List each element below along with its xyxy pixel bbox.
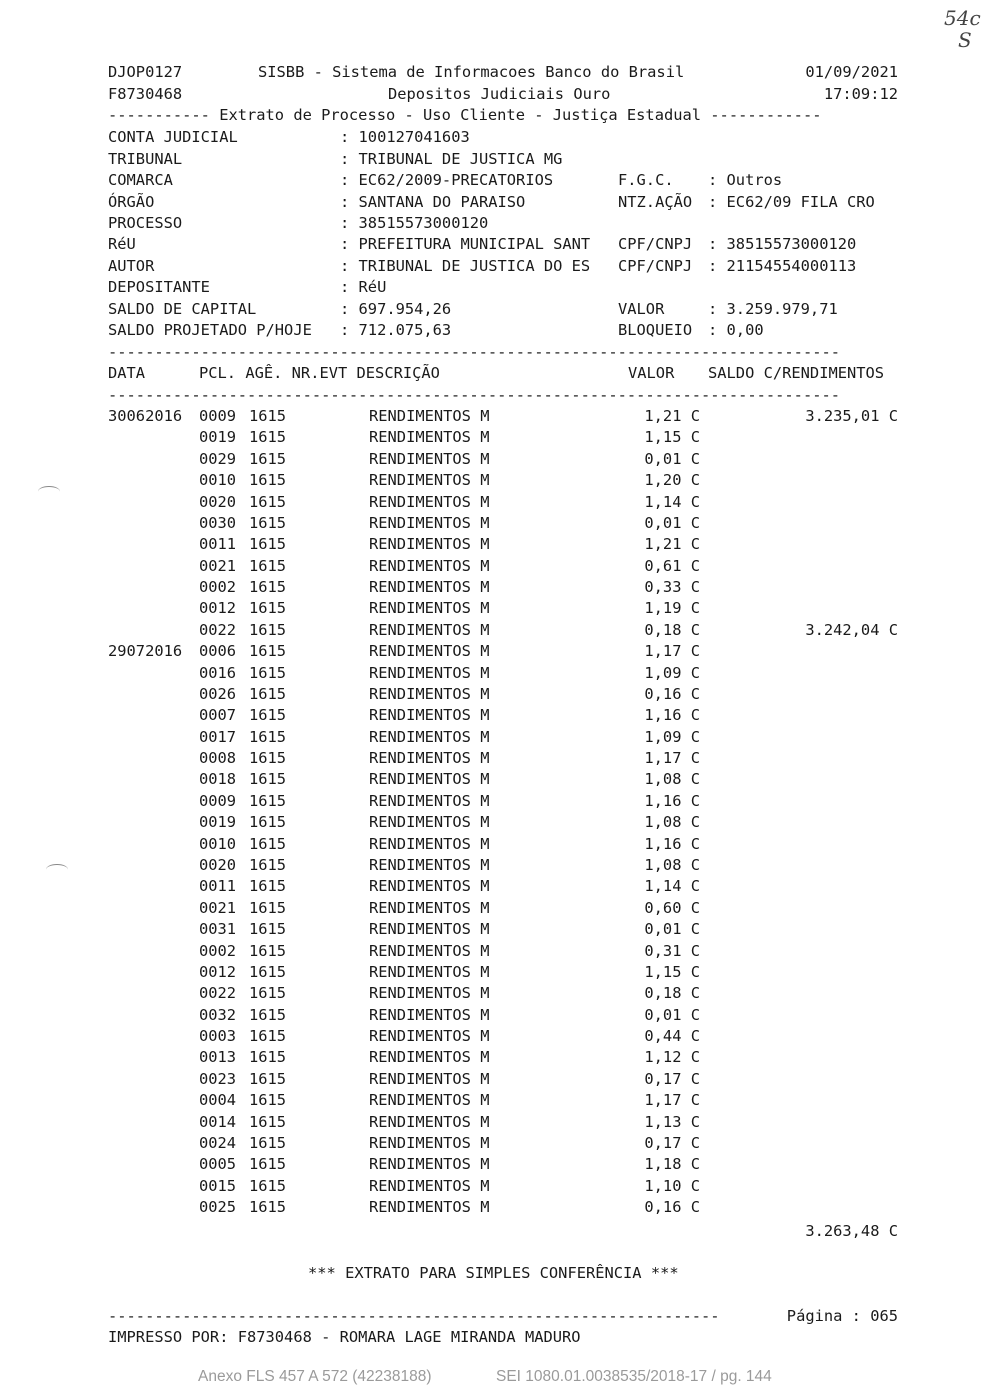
- table-row: [0, 1154, 990, 1175]
- field-label: AUTOR: [108, 257, 155, 275]
- row-description: RENDIMENTOS M: [369, 706, 490, 725]
- row-description: RENDIMENTOS M: [369, 1027, 490, 1046]
- row-description: RENDIMENTOS M: [369, 898, 490, 917]
- row-agency: 1615: [249, 1176, 287, 1195]
- row-pcl: 0011: [199, 877, 237, 896]
- table-row: [0, 641, 990, 662]
- table-row: [0, 449, 990, 470]
- separator-line: ------------------------------------------------------------------: [108, 1307, 720, 1325]
- table-row: [0, 513, 990, 534]
- table-row: [0, 492, 990, 513]
- row-agency: 1615: [249, 513, 287, 532]
- field-value: : 21154554000113: [708, 257, 857, 275]
- table-row: [0, 983, 990, 1004]
- row-pcl: 0006: [199, 642, 237, 661]
- row-pcl: 0019: [199, 428, 237, 447]
- row-agency: 1615: [249, 770, 287, 789]
- row-pcl: 0002: [199, 578, 237, 597]
- field-label: F.G.C.: [618, 171, 674, 189]
- row-description: RENDIMENTOS M: [369, 1069, 490, 1088]
- row-description: RENDIMENTOS M: [369, 620, 490, 639]
- row-agency: 1615: [249, 1005, 287, 1024]
- row-value: 1,16 C: [644, 834, 700, 853]
- row-pcl: 0015: [199, 1176, 237, 1195]
- row-description: RENDIMENTOS M: [369, 599, 490, 618]
- row-agency: 1615: [249, 428, 287, 447]
- row-description: RENDIMENTOS M: [369, 1155, 490, 1174]
- table-row: [0, 663, 990, 684]
- row-value: 1,09 C: [644, 663, 700, 682]
- table-row: [0, 1005, 990, 1026]
- row-value: 1,14 C: [644, 492, 700, 511]
- field-label: BLOQUEIO: [618, 321, 693, 339]
- table-row: [0, 876, 990, 897]
- row-description: RENDIMENTOS M: [369, 770, 490, 789]
- row-pcl: 0021: [199, 898, 237, 917]
- row-description: RENDIMENTOS M: [369, 1176, 490, 1195]
- table-row: [0, 962, 990, 983]
- row-description: RENDIMENTOS M: [369, 407, 490, 425]
- row-agency: 1615: [249, 1198, 287, 1217]
- row-agency: 1615: [249, 706, 287, 725]
- field-label: VALOR: [618, 300, 665, 318]
- table-row: [0, 684, 990, 705]
- table-row: [0, 748, 990, 769]
- row-value: 1,12 C: [644, 1048, 700, 1067]
- row-value: 1,20 C: [644, 471, 700, 490]
- row-pcl: 0030: [199, 513, 237, 532]
- table-row: [0, 812, 990, 833]
- row-description: RENDIMENTOS M: [369, 1198, 490, 1217]
- row-agency: 1615: [249, 1133, 287, 1152]
- row-pcl: 0010: [199, 471, 237, 490]
- row-agency: 1615: [249, 791, 287, 810]
- field-label: CPF/CNPJ: [618, 235, 693, 253]
- row-pcl: 0011: [199, 535, 237, 554]
- row-pcl: 0022: [199, 984, 237, 1003]
- row-balance: 3.242,04 C: [805, 620, 898, 639]
- row-pcl: 0020: [199, 855, 237, 874]
- annex-reference: Anexo FLS 457 A 572 (42238188): [198, 1368, 432, 1385]
- table-row: [0, 1112, 990, 1133]
- row-balance: 3.235,01 C: [805, 407, 898, 425]
- field-value: : EC62/2009-PRECATORIOS: [340, 171, 554, 189]
- column-header-balance: SALDO C/RENDIMENTOS: [708, 364, 885, 382]
- field-label: PROCESSO: [108, 214, 183, 232]
- row-pcl: 0016: [199, 663, 237, 682]
- table-row: [0, 598, 990, 619]
- row-agency: 1615: [249, 684, 287, 703]
- row-description: RENDIMENTOS M: [369, 578, 490, 597]
- row-agency: 1615: [249, 1091, 287, 1110]
- field-value: : 0,00: [708, 321, 764, 339]
- field-value: : TRIBUNAL DE JUSTICA DO ES: [340, 257, 591, 275]
- row-description: RENDIMENTOS M: [369, 834, 490, 853]
- row-value: 1,18 C: [644, 1155, 700, 1174]
- row-agency: 1615: [249, 877, 287, 896]
- field-value: : TRIBUNAL DE JUSTICA MG: [340, 150, 563, 168]
- field-value: : 712.075,63: [340, 321, 452, 339]
- row-pcl: 0013: [199, 1048, 237, 1067]
- row-value: 1,17 C: [644, 1091, 700, 1110]
- row-pcl: 0009: [199, 791, 237, 810]
- separator-line: -------------------------------------------------------------------------------: [108, 343, 841, 361]
- row-agency: 1615: [249, 984, 287, 1003]
- row-value: 1,09 C: [644, 727, 700, 746]
- table-row: [0, 919, 990, 940]
- table-row: [0, 705, 990, 726]
- row-date: 30062016: [108, 407, 183, 425]
- field-value: : RéU: [340, 278, 387, 296]
- column-header-date: DATA: [108, 364, 146, 382]
- field-label: ÓRGÃO: [108, 193, 155, 211]
- row-value: 0,60 C: [644, 898, 700, 917]
- row-value: 0,17 C: [644, 1069, 700, 1088]
- row-description: RENDIMENTOS M: [369, 791, 490, 810]
- field-label: SALDO DE CAPITAL: [108, 300, 257, 318]
- row-agency: 1615: [249, 962, 287, 981]
- row-value: 1,16 C: [644, 791, 700, 810]
- row-value: 1,08 C: [644, 855, 700, 874]
- row-description: RENDIMENTOS M: [369, 535, 490, 554]
- row-pcl: 0005: [199, 1155, 237, 1174]
- row-value: 1,14 C: [644, 877, 700, 896]
- field-value: : 100127041603: [340, 128, 470, 146]
- field-label: DEPOSITANTE: [108, 278, 210, 296]
- row-pcl: 0022: [199, 620, 237, 639]
- field-value: : 3.259.979,71: [708, 300, 838, 318]
- table-row: [0, 1069, 990, 1090]
- row-agency: 1615: [249, 556, 287, 575]
- row-pcl: 0004: [199, 1091, 237, 1110]
- row-pcl: 0002: [199, 941, 237, 960]
- row-value: 0,17 C: [644, 1133, 700, 1152]
- row-description: RENDIMENTOS M: [369, 449, 490, 468]
- field-label: COMARCA: [108, 171, 173, 189]
- row-pcl: 0019: [199, 813, 237, 832]
- row-agency: 1615: [249, 834, 287, 853]
- table-row: [0, 1197, 990, 1218]
- row-description: RENDIMENTOS M: [369, 984, 490, 1003]
- field-value: : 38515573000120: [708, 235, 857, 253]
- row-value: 0,16 C: [644, 684, 700, 703]
- printed-by: IMPRESSO POR: F8730468 - ROMARA LAGE MIRANDA MADURO: [108, 1328, 581, 1346]
- row-agency: 1615: [249, 898, 287, 917]
- row-agency: 1615: [249, 855, 287, 874]
- row-agency: 1615: [249, 1048, 287, 1067]
- row-agency: 1615: [249, 941, 287, 960]
- table-row: [0, 898, 990, 919]
- row-value: 0,31 C: [644, 941, 700, 960]
- field-label: CONTA JUDICIAL: [108, 128, 238, 146]
- row-pcl: 0009: [199, 407, 237, 425]
- row-value: 0,01 C: [644, 920, 700, 939]
- row-value: 1,17 C: [644, 642, 700, 661]
- row-agency: 1615: [249, 578, 287, 597]
- separator-line: -------------------------------------------------------------------------------: [108, 386, 841, 404]
- row-value: 1,16 C: [644, 706, 700, 725]
- table-row: [0, 834, 990, 855]
- row-value: 0,18 C: [644, 984, 700, 1003]
- row-pcl: 0012: [199, 962, 237, 981]
- table-row: [0, 1026, 990, 1047]
- field-label: SALDO PROJETADO P/HOJE: [108, 321, 312, 339]
- row-agency: 1615: [249, 471, 287, 490]
- row-pcl: 0029: [199, 449, 237, 468]
- row-value: 1,21 C: [644, 535, 700, 554]
- row-pcl: 0032: [199, 1005, 237, 1024]
- row-agency: 1615: [249, 1027, 287, 1046]
- table-row: [0, 470, 990, 491]
- row-agency: 1615: [249, 642, 287, 661]
- row-description: RENDIMENTOS M: [369, 428, 490, 447]
- row-value: 1,15 C: [644, 962, 700, 981]
- table-row: [0, 556, 990, 577]
- field-value: : 697.954,26: [340, 300, 452, 318]
- print-date: 01/09/2021: [805, 63, 898, 81]
- row-value: 0,61 C: [644, 556, 700, 575]
- row-agency: 1615: [249, 620, 287, 639]
- row-pcl: 0026: [199, 684, 237, 703]
- row-pcl: 0031: [199, 920, 237, 939]
- row-description: RENDIMENTOS M: [369, 749, 490, 768]
- table-row: [0, 941, 990, 962]
- row-agency: 1615: [249, 727, 287, 746]
- field-label: RéU: [108, 235, 136, 253]
- row-pcl: 0024: [199, 1133, 237, 1152]
- handwritten-annotation-top: 54c: [944, 6, 981, 30]
- table-row: [0, 1090, 990, 1111]
- row-agency: 1615: [249, 663, 287, 682]
- row-description: RENDIMENTOS M: [369, 727, 490, 746]
- row-description: RENDIMENTOS M: [369, 1133, 490, 1152]
- row-value: 0,01 C: [644, 1005, 700, 1024]
- document-subtitle: Depositos Judiciais Ouro: [388, 85, 611, 103]
- row-description: RENDIMENTOS M: [369, 492, 490, 511]
- row-agency: 1615: [249, 492, 287, 511]
- row-pcl: 0021: [199, 556, 237, 575]
- row-description: RENDIMENTOS M: [369, 962, 490, 981]
- row-value: 1,10 C: [644, 1176, 700, 1195]
- table-row: [0, 620, 990, 641]
- field-label: TRIBUNAL: [108, 150, 183, 168]
- column-header-value: VALOR: [628, 364, 675, 382]
- page-number: Página : 065: [786, 1307, 898, 1325]
- notice-text: *** EXTRATO PARA SIMPLES CONFERÊNCIA ***: [308, 1264, 679, 1282]
- row-value: 1,21 C: [644, 407, 700, 425]
- final-balance: 3.263,48 C: [805, 1222, 898, 1240]
- row-value: 0,01 C: [644, 513, 700, 532]
- field-value: : 38515573000120: [340, 214, 489, 232]
- field-value: : PREFEITURA MUNICIPAL SANT: [340, 235, 591, 253]
- row-description: RENDIMENTOS M: [369, 941, 490, 960]
- row-description: RENDIMENTOS M: [369, 684, 490, 703]
- user-code: F8730468: [108, 85, 183, 103]
- table-row: [0, 1176, 990, 1197]
- row-pcl: 0008: [199, 749, 237, 768]
- row-value: 0,16 C: [644, 1198, 700, 1217]
- row-pcl: 0020: [199, 492, 237, 511]
- row-pcl: 0023: [199, 1069, 237, 1088]
- row-agency: 1615: [249, 1112, 287, 1131]
- row-value: 0,33 C: [644, 578, 700, 597]
- row-pcl: 0007: [199, 706, 237, 725]
- row-agency: 1615: [249, 920, 287, 939]
- field-value: : EC62/09 FILA CRO: [708, 193, 875, 211]
- row-pcl: 0014: [199, 1112, 237, 1131]
- row-agency: 1615: [249, 1155, 287, 1174]
- row-pcl: 0017: [199, 727, 237, 746]
- field-label: CPF/CNPJ: [618, 257, 693, 275]
- table-row: [0, 769, 990, 790]
- row-description: RENDIMENTOS M: [369, 642, 490, 661]
- table-row: [0, 427, 990, 448]
- row-pcl: 0010: [199, 834, 237, 853]
- table-row: [0, 577, 990, 598]
- table-row: [0, 727, 990, 748]
- row-description: RENDIMENTOS M: [369, 1112, 490, 1131]
- table-row: [0, 406, 990, 427]
- row-agency: 1615: [249, 1069, 287, 1088]
- row-description: RENDIMENTOS M: [369, 513, 490, 532]
- row-description: RENDIMENTOS M: [369, 920, 490, 939]
- row-description: RENDIMENTOS M: [369, 1048, 490, 1067]
- sei-reference: SEI 1080.01.0038535/2018-17 / pg. 144: [496, 1368, 772, 1385]
- row-agency: 1615: [249, 749, 287, 768]
- column-header-description: PCL. AGÊ. NR.EVT DESCRIÇÃO: [199, 364, 440, 382]
- print-time: 17:09:12: [823, 85, 898, 103]
- field-value: : Outros: [708, 171, 783, 189]
- row-agency: 1615: [249, 449, 287, 468]
- system-name: SISBB - Sistema de Informacoes Banco do Brasil: [258, 63, 685, 81]
- row-value: 1,13 C: [644, 1112, 700, 1131]
- row-value: 0,44 C: [644, 1027, 700, 1046]
- row-description: RENDIMENTOS M: [369, 556, 490, 575]
- document-title: ----------- Extrato de Processo - Uso Cliente - Justiça Estadual ------------: [108, 106, 822, 124]
- row-pcl: 0012: [199, 599, 237, 618]
- row-description: RENDIMENTOS M: [369, 877, 490, 896]
- row-pcl: 0003: [199, 1027, 237, 1046]
- table-row: [0, 791, 990, 812]
- row-agency: 1615: [249, 407, 287, 425]
- handwritten-annotation-bottom: S: [958, 28, 972, 52]
- row-agency: 1615: [249, 535, 287, 554]
- field-label: NTZ.AÇÃO: [618, 193, 693, 211]
- field-value: : SANTANA DO PARAISO: [340, 193, 526, 211]
- row-agency: 1615: [249, 599, 287, 618]
- row-pcl: 0018: [199, 770, 237, 789]
- row-description: RENDIMENTOS M: [369, 1005, 490, 1024]
- row-value: 0,01 C: [644, 449, 700, 468]
- row-description: RENDIMENTOS M: [369, 855, 490, 874]
- row-value: 1,08 C: [644, 770, 700, 789]
- row-description: RENDIMENTOS M: [369, 471, 490, 490]
- row-pcl: 0025: [199, 1198, 237, 1217]
- row-description: RENDIMENTOS M: [369, 1091, 490, 1110]
- row-value: 0,18 C: [644, 620, 700, 639]
- table-row: [0, 534, 990, 555]
- row-value: 1,19 C: [644, 599, 700, 618]
- row-value: 1,08 C: [644, 813, 700, 832]
- row-value: 1,15 C: [644, 428, 700, 447]
- row-date: 29072016: [108, 642, 183, 661]
- table-row: [0, 855, 990, 876]
- table-row: [0, 1047, 990, 1068]
- table-row: [0, 1133, 990, 1154]
- row-agency: 1615: [249, 813, 287, 832]
- system-code: DJOP0127: [108, 63, 183, 81]
- row-description: RENDIMENTOS M: [369, 813, 490, 832]
- row-description: RENDIMENTOS M: [369, 663, 490, 682]
- row-value: 1,17 C: [644, 749, 700, 768]
